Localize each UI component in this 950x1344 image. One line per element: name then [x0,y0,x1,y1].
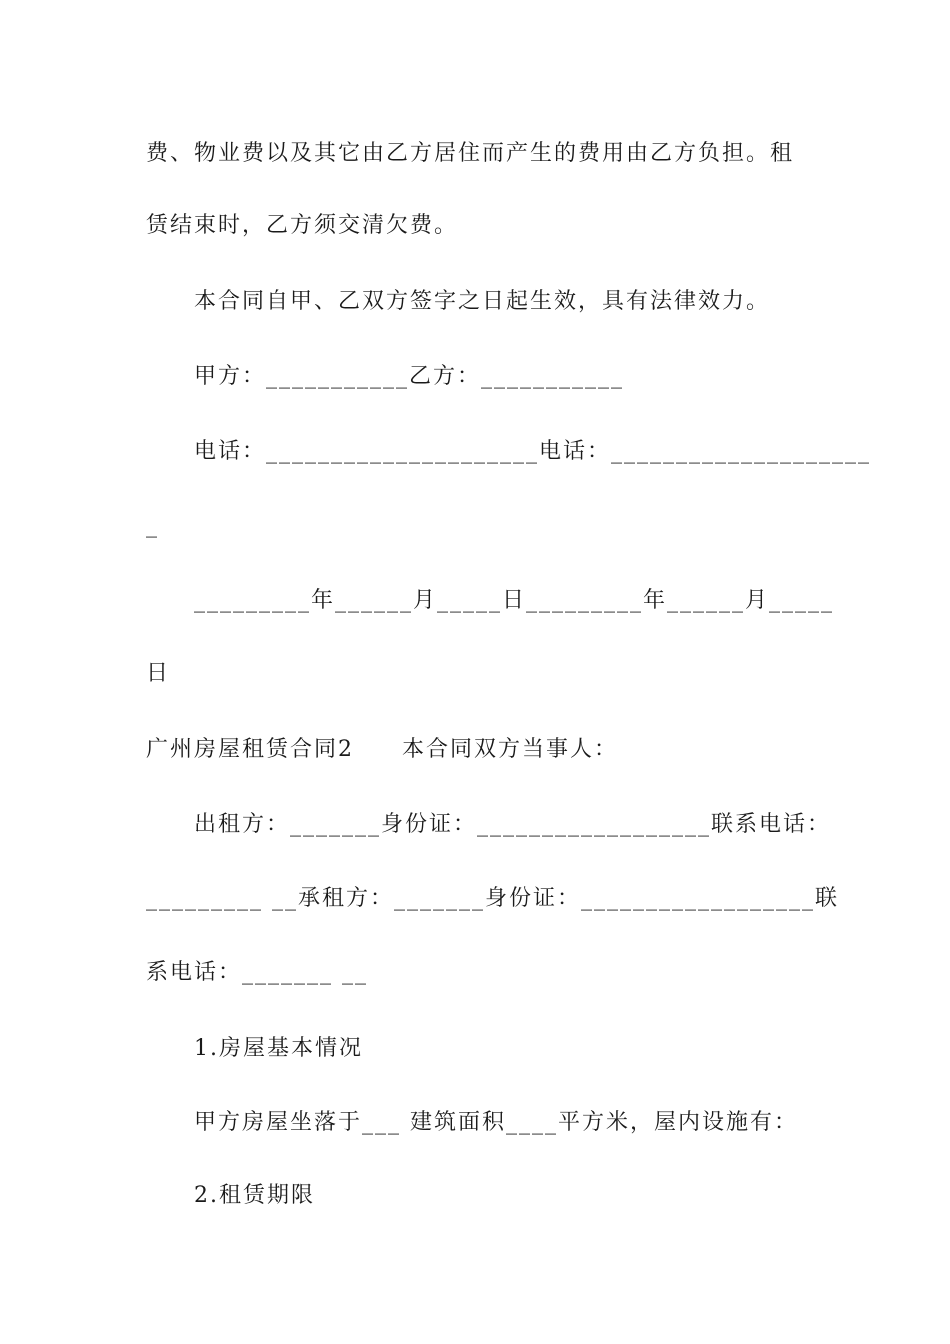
text-line-2: 赁结束时，乙方须交清欠费。 [146,213,459,238]
lessor-line: 出租方：_______身份证：__________________联系电话： [194,812,832,837]
clause-1-text: 甲方房屋坐落于___ 建筑面积____平方米，屋内设施有： [194,1110,798,1135]
section-title-contract-2: 广州房屋租赁合同2 本合同双方当事人： [146,737,618,762]
lessee-line: _________ __承租方：_______身份证：__________________联 [146,886,839,911]
date-line: _________年______月_____日_________年______月_____ [194,588,835,613]
clause-2-heading: 2.租赁期限 [194,1183,315,1208]
phone-line: 电话：_____________________电话：____________________ [194,439,872,464]
date-line-overflow: 日 [146,661,171,686]
party-signature-line: 甲方：___________乙方：___________ [194,364,625,389]
phone-line-overflow: _ [146,513,159,538]
clause-1-heading: 1.房屋基本情况 [194,1036,363,1061]
text-line-3: 本合同自甲、乙双方签字之日起生效，具有法律效力。 [194,289,771,314]
text-line-1: 费、物业费以及其它由乙方居住而产生的费用由乙方负担。租 [146,141,795,166]
lessee-phone-line: 系电话：_______ __ [146,960,368,985]
